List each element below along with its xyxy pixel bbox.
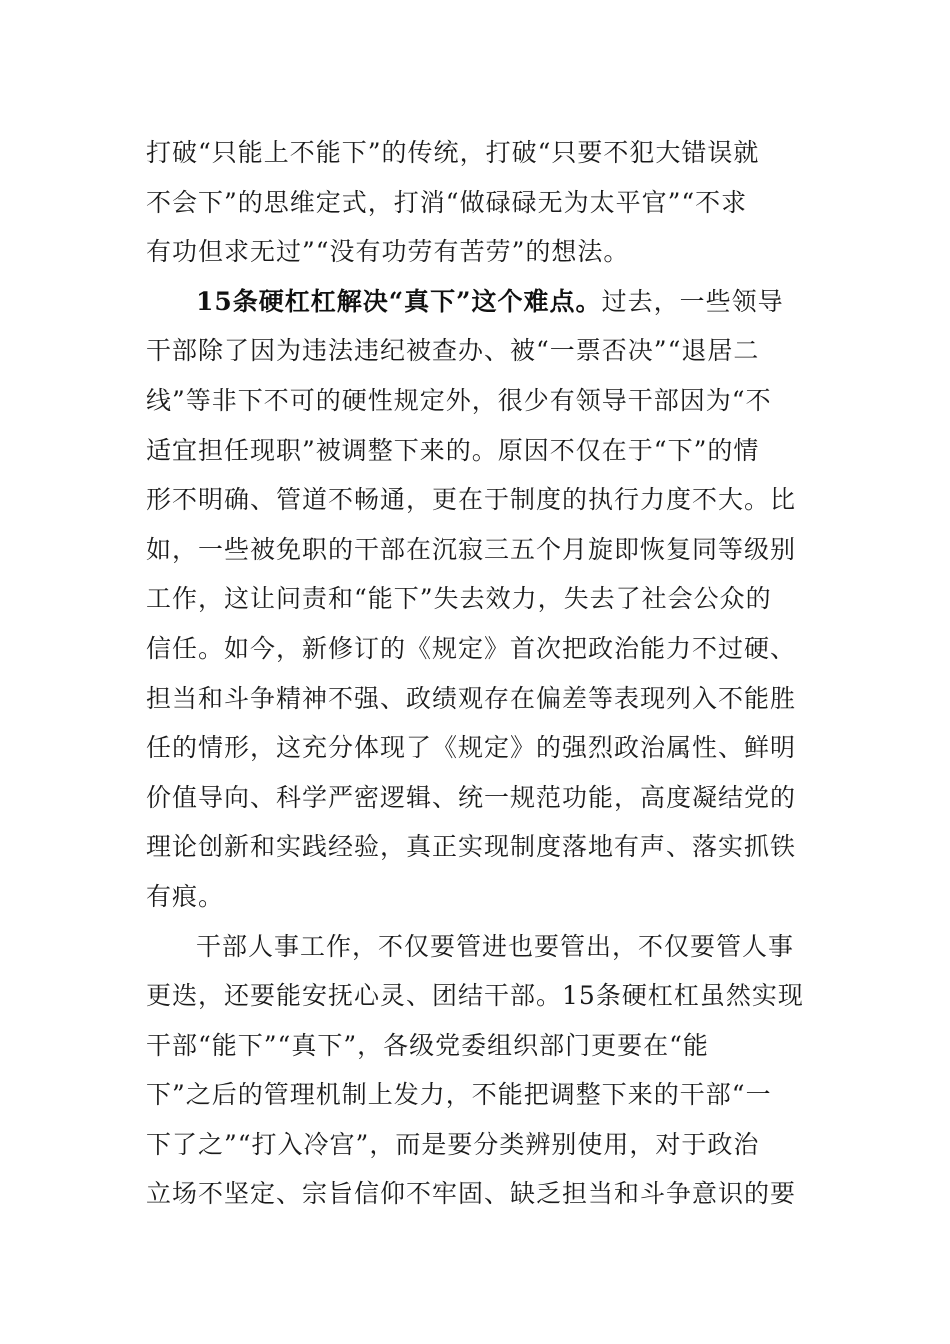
- text-line: 不会下”的思维定式，打消“做碌碌无为太平官”“不求: [146, 187, 748, 217]
- text-line: 如，一些被免职的干部在沉寂三五个月旋即恢复同等级别: [146, 534, 797, 564]
- text-line: 立场不坚定、宗旨信仰不牢固、缺乏担当和斗争意识的要: [146, 1179, 797, 1209]
- text-line: 担当和斗争精神不强、政绩观存在偏差等表现列入不能胜: [146, 683, 797, 713]
- text-line: 下了之”“打入冷宫”，而是要分类辨别使用，对于政治: [146, 1129, 760, 1159]
- paragraph-first-line: [146, 277, 806, 327]
- text-line: 工作，这让问责和“能下”失去效力，失去了社会公众的: [146, 584, 772, 614]
- paragraph-heading: 15条硬杠杠解决“真下”这个难点。: [196, 286, 602, 316]
- text-line: 价值导向、科学严密逻辑、统一规范功能，高度凝结党的: [146, 782, 797, 812]
- document-body: [146, 128, 806, 1219]
- text-line: 适宜担任现职”被调整下来的。原因不仅在于“下”的情: [146, 435, 760, 465]
- text-line: 下”之后的管理机制上发力，不能把调整下来的干部“一: [146, 1080, 772, 1110]
- paragraph-1: [146, 128, 806, 277]
- paragraph-2: [146, 277, 806, 922]
- text-line: 有痕。: [146, 881, 225, 911]
- text-line: 干部“能下”“真下”，各级党委组织部门更要在“能: [146, 1030, 709, 1060]
- text-line: 信任。如今，新修订的《规定》首次把政治能力不过硬、: [146, 633, 797, 663]
- text-line: 线”等非下不可的硬性规定外，很少有领导干部因为“不: [146, 385, 772, 415]
- paragraph-3: [146, 922, 806, 1220]
- text-line: 任的情形，这充分体现了《规定》的强烈政治属性、鲜明: [146, 733, 797, 763]
- text-line: 干部除了因为违法违纪被查办、被“一票否决”“退居二: [146, 336, 760, 366]
- text-line: 理论创新和实践经验，真正实现制度落地有声、落实抓铁: [146, 832, 797, 862]
- text-span: 过去，一些领导: [601, 286, 784, 316]
- text-line: 打破“只能上不能下”的传统，打破“只要不犯大错误就: [146, 138, 760, 167]
- text-line: 更迭，还要能安抚心灵、团结干部。15条硬杠杠虽然实现: [146, 981, 804, 1011]
- text-line: 形不明确、管道不畅通，更在于制度的执行力度不大。比: [146, 485, 797, 515]
- text-line: 有功但求无过”“没有功劳有苦劳”的想法。: [146, 237, 630, 267]
- paragraph-first-line: 干部人事工作，不仅要管进也要管出，不仅要管人事: [196, 931, 795, 961]
